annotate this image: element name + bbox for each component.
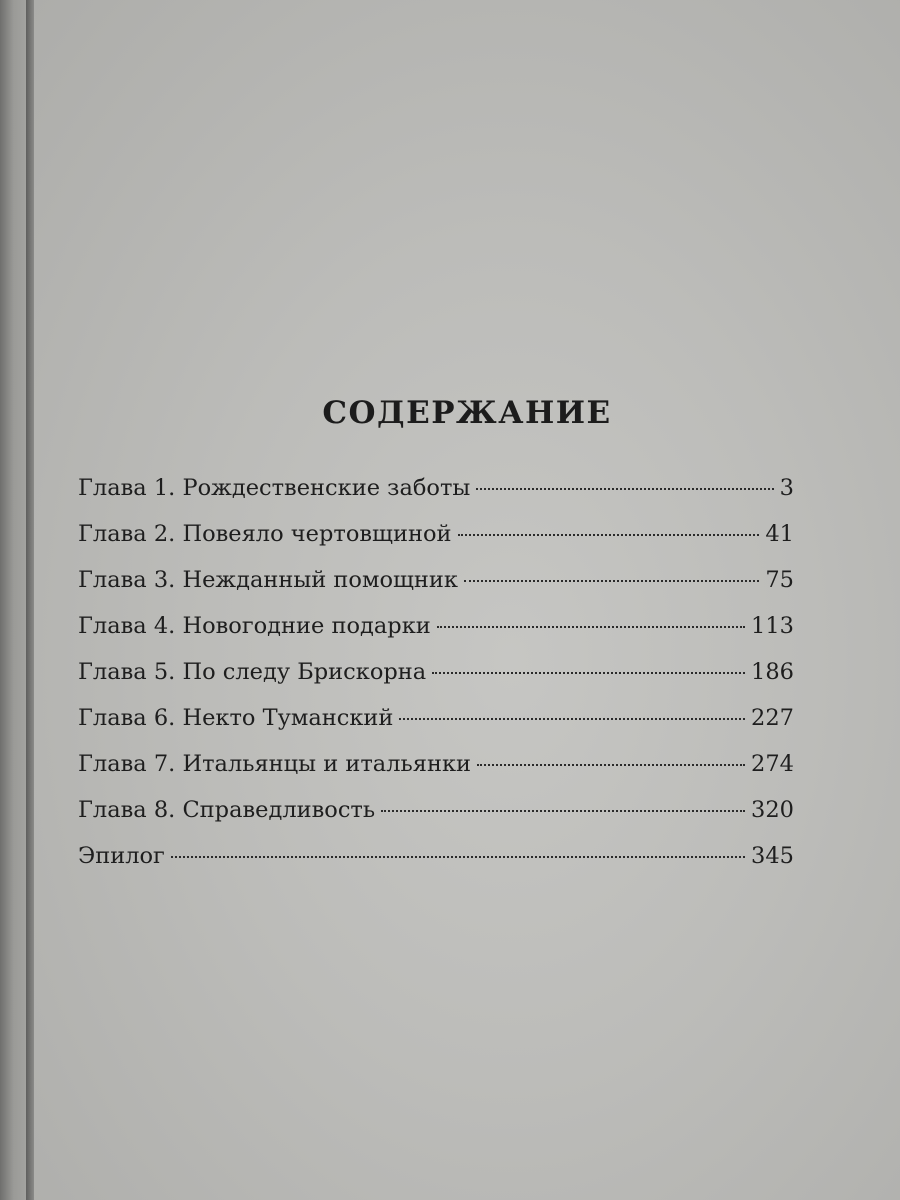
dot-leader bbox=[171, 856, 745, 858]
dot-leader bbox=[437, 626, 745, 628]
toc-entry-label: Глава 8. Справедливость bbox=[78, 797, 376, 823]
toc-entry-label: Глава 4. Новогодние подарки bbox=[78, 613, 431, 639]
toc-entry-label: Глава 2. Повеяло чертовщиной bbox=[78, 521, 452, 547]
toc-entry-page-number: 274 bbox=[751, 751, 794, 777]
dot-leader bbox=[477, 764, 745, 766]
toc-entry-label: Глава 1. Рождественские заботы bbox=[78, 475, 471, 501]
toc-entry-page-number: 3 bbox=[779, 475, 794, 501]
dot-leader bbox=[458, 534, 760, 536]
toc-entry-page-number: 320 bbox=[751, 797, 794, 823]
toc-entry-page-number: 345 bbox=[751, 843, 794, 869]
toc-entry-chapter-6 bbox=[78, 705, 794, 751]
toc-entry-page-number: 227 bbox=[751, 705, 794, 731]
dot-leader bbox=[381, 810, 745, 812]
toc-entry-chapter-1 bbox=[78, 475, 794, 521]
toc-entry-page-number: 75 bbox=[765, 567, 794, 593]
book-page bbox=[34, 0, 900, 1200]
toc-entry-chapter-5 bbox=[78, 659, 794, 705]
toc-title: СОДЕРЖАНИЕ bbox=[322, 395, 612, 431]
toc-entry-epilogue bbox=[78, 843, 794, 889]
toc-entry-page-number: 113 bbox=[751, 613, 794, 639]
toc-entry-chapter-7 bbox=[78, 751, 794, 797]
toc-entry-label: Глава 5. По следу Брискорна bbox=[78, 659, 427, 685]
toc-entry-page-number: 186 bbox=[751, 659, 794, 685]
toc-entry-label: Глава 7. Итальянцы и итальянки bbox=[78, 751, 472, 777]
dot-leader bbox=[476, 488, 773, 490]
dot-leader bbox=[432, 672, 745, 674]
toc-entry-label: Глава 6. Некто Туманский bbox=[78, 705, 394, 731]
toc-entry-chapter-2 bbox=[78, 521, 794, 567]
toc-entry-chapter-3 bbox=[78, 567, 794, 613]
toc-list bbox=[78, 475, 794, 889]
toc-entry-label: Глава 3. Нежданный помощник bbox=[78, 567, 458, 593]
toc-entry-chapter-8 bbox=[78, 797, 794, 843]
dot-leader bbox=[464, 580, 759, 582]
dot-leader bbox=[399, 718, 745, 720]
toc-entry-page-number: 41 bbox=[765, 521, 794, 547]
toc-entry-chapter-4 bbox=[78, 613, 794, 659]
toc-entry-label: Эпилог bbox=[78, 843, 165, 869]
